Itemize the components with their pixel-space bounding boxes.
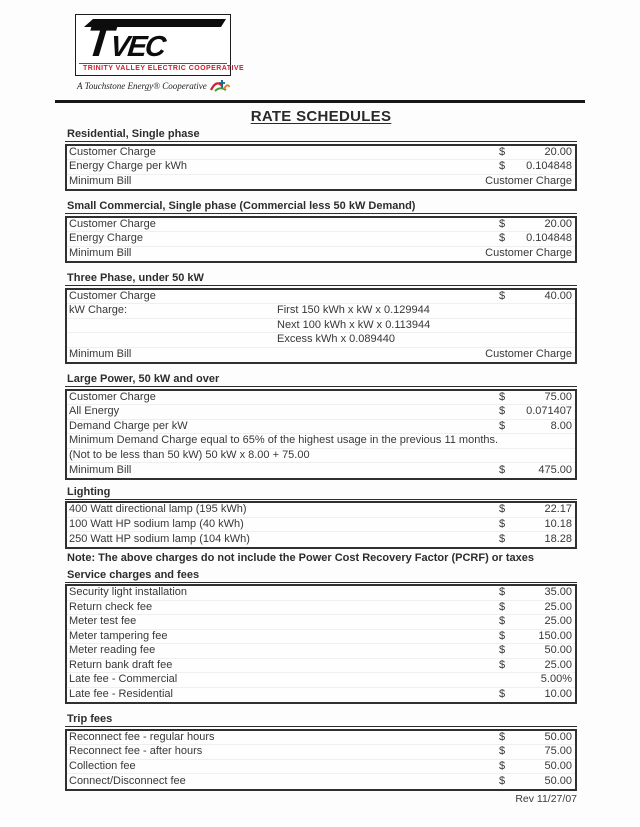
row-value: 0.104848 bbox=[526, 160, 572, 173]
rate-section bbox=[65, 487, 577, 564]
row-value: Customer Charge bbox=[485, 247, 572, 260]
currency-symbol: $ bbox=[499, 145, 506, 158]
rate-table bbox=[65, 501, 577, 549]
row-value: 0.071407 bbox=[526, 405, 572, 418]
currency-symbol: $ bbox=[499, 629, 506, 642]
currency-symbol: $ bbox=[499, 759, 506, 772]
content-area bbox=[65, 107, 577, 805]
row-label: Customer Charge bbox=[69, 390, 156, 403]
row-label: Minimum Bill bbox=[69, 247, 132, 260]
row-label: Customer Charge bbox=[69, 145, 156, 158]
rate-section bbox=[65, 570, 577, 705]
currency-symbol: $ bbox=[499, 419, 506, 432]
touchstone-tagline-text: A Touchstone Energy® Cooperative bbox=[77, 80, 207, 91]
row-value: 18.28 bbox=[544, 532, 572, 545]
row-value: 35.00 bbox=[544, 586, 572, 599]
table-row bbox=[67, 420, 575, 435]
currency-symbol: $ bbox=[499, 586, 506, 599]
row-label: 400 Watt directional lamp (195 kWh) bbox=[69, 503, 247, 516]
table-row bbox=[67, 333, 575, 348]
row-note: Minimum Demand Charge equal to 65% of the highest usage in the previous 11 months. bbox=[69, 434, 499, 447]
table-row bbox=[67, 673, 575, 688]
section-heading: Large Power, 50 kW and over bbox=[65, 374, 577, 387]
row-value: 8.00 bbox=[550, 419, 572, 432]
rate-table bbox=[65, 144, 577, 192]
row-value: 475.00 bbox=[538, 463, 572, 476]
touchstone-tagline bbox=[75, 79, 231, 92]
row-label: 100 Watt HP sodium lamp (40 kWh) bbox=[69, 517, 244, 530]
rate-sections bbox=[65, 129, 577, 791]
table-row bbox=[67, 503, 575, 518]
table-row bbox=[67, 319, 575, 334]
row-label: Energy Charge bbox=[69, 232, 143, 245]
table-row bbox=[67, 232, 575, 247]
currency-symbol: $ bbox=[499, 390, 506, 403]
row-label: kW Charge: bbox=[69, 304, 128, 317]
row-label: Security light installation bbox=[69, 586, 188, 599]
row-value: 25.00 bbox=[544, 615, 572, 628]
currency-symbol: $ bbox=[499, 232, 506, 245]
rate-section bbox=[65, 273, 577, 364]
row-label: Return check fee bbox=[69, 600, 153, 613]
currency-symbol: $ bbox=[499, 658, 506, 671]
table-row bbox=[67, 659, 575, 674]
row-label: Customer Charge bbox=[69, 289, 156, 302]
tvec-logo-box bbox=[75, 14, 245, 76]
currency-symbol: $ bbox=[499, 745, 506, 758]
currency-symbol: $ bbox=[499, 600, 506, 613]
row-value: Customer Charge bbox=[485, 175, 572, 188]
row-label: Late fee - Residential bbox=[69, 688, 173, 701]
currency-symbol: $ bbox=[499, 532, 506, 545]
rate-section bbox=[65, 374, 577, 480]
row-label: Meter reading fee bbox=[69, 644, 156, 657]
row-formula: First 150 kWh x kW x 0.129944 bbox=[277, 304, 430, 317]
row-value: 10.00 bbox=[544, 688, 572, 701]
section-heading: Small Commercial, Single phase (Commercial less 50 kW Demand) bbox=[65, 201, 577, 214]
table-row bbox=[67, 688, 575, 703]
row-label: Customer Charge bbox=[69, 217, 156, 230]
table-row bbox=[67, 601, 575, 616]
header-divider bbox=[55, 100, 585, 103]
currency-symbol: $ bbox=[499, 774, 506, 787]
row-label: Energy Charge per kWh bbox=[69, 160, 187, 173]
rate-table bbox=[65, 729, 577, 791]
table-row bbox=[67, 175, 575, 190]
currency-symbol: $ bbox=[499, 405, 506, 418]
currency-symbol: $ bbox=[499, 217, 506, 230]
section-heading: Lighting bbox=[65, 487, 577, 500]
rate-table bbox=[65, 389, 577, 480]
row-formula: Excess kWh x 0.089440 bbox=[277, 333, 396, 346]
table-row bbox=[67, 745, 575, 760]
table-row bbox=[67, 630, 575, 645]
touchstone-energy-icon bbox=[210, 79, 230, 92]
table-row bbox=[67, 532, 575, 547]
row-label: Reconnect fee - regular hours bbox=[69, 730, 215, 743]
row-value: 75.00 bbox=[544, 745, 572, 758]
rate-section bbox=[65, 129, 577, 191]
row-label: Meter test fee bbox=[69, 615, 137, 628]
table-row bbox=[67, 518, 575, 533]
row-formula: Next 100 kWh x kW x 0.113944 bbox=[277, 318, 431, 331]
row-value: 50.00 bbox=[544, 759, 572, 772]
rate-table bbox=[65, 288, 577, 365]
table-row bbox=[67, 760, 575, 775]
row-value: 25.00 bbox=[544, 600, 572, 613]
section-heading: Service charges and fees bbox=[65, 570, 577, 583]
row-label: Return bank draft fee bbox=[69, 658, 173, 671]
page-title: RATE SCHEDULES bbox=[250, 108, 392, 125]
row-label: Minimum Bill bbox=[69, 348, 132, 361]
table-row bbox=[67, 463, 575, 478]
cooperative-name: TRINITY VALLEY ELECTRIC COOPERATIVE bbox=[79, 63, 227, 73]
tvec-wordmark-vec: VEC bbox=[108, 31, 166, 63]
table-row bbox=[67, 449, 575, 464]
row-value: 5.00% bbox=[540, 673, 572, 686]
table-row bbox=[67, 146, 575, 161]
row-note: (Not to be less than 50 kW) 50 kW x 8.00 + 75.00 bbox=[69, 448, 310, 461]
table-row bbox=[67, 405, 575, 420]
row-value: 50.00 bbox=[544, 774, 572, 787]
table-row bbox=[67, 304, 575, 319]
currency-symbol: $ bbox=[499, 463, 506, 476]
row-value: 22.17 bbox=[544, 503, 572, 516]
row-label: Connect/Disconnect fee bbox=[69, 774, 186, 787]
pcrf-note: Note: The above charges do not include the Power Cost Recovery Factor (PCRF) or taxes bbox=[67, 551, 534, 564]
section-heading: Residential, Single phase bbox=[65, 129, 577, 142]
table-row bbox=[67, 391, 575, 406]
currency-symbol: $ bbox=[499, 730, 506, 743]
row-label: 250 Watt HP sodium lamp (104 kWh) bbox=[69, 532, 250, 545]
section-heading: Trip fees bbox=[65, 714, 577, 727]
row-label: Minimum Bill bbox=[69, 175, 132, 188]
row-label: Minimum Bill bbox=[69, 463, 132, 476]
table-row bbox=[67, 247, 575, 262]
row-label: Reconnect fee - after hours bbox=[69, 745, 203, 758]
table-row bbox=[67, 644, 575, 659]
table-row bbox=[67, 348, 575, 363]
currency-symbol: $ bbox=[499, 289, 506, 302]
row-value: 10.18 bbox=[544, 517, 572, 530]
rate-section bbox=[65, 714, 577, 791]
rate-section bbox=[65, 201, 577, 263]
rate-table bbox=[65, 216, 577, 264]
currency-symbol: $ bbox=[499, 160, 506, 173]
row-value: 50.00 bbox=[544, 644, 572, 657]
table-row bbox=[67, 586, 575, 601]
row-label: Demand Charge per kW bbox=[69, 419, 188, 432]
row-value: 25.00 bbox=[544, 658, 572, 671]
row-value: Customer Charge bbox=[485, 348, 572, 361]
row-label: All Energy bbox=[69, 405, 120, 418]
currency-symbol: $ bbox=[499, 644, 506, 657]
rate-table bbox=[65, 584, 577, 704]
table-row bbox=[67, 615, 575, 630]
revision-date: Rev 11/27/07 bbox=[515, 793, 577, 805]
currency-symbol: $ bbox=[499, 503, 506, 516]
row-label: Meter tampering fee bbox=[69, 629, 168, 642]
row-label: Late fee - Commercial bbox=[69, 673, 178, 686]
table-row bbox=[67, 731, 575, 746]
currency-symbol: $ bbox=[499, 517, 506, 530]
row-label: Collection fee bbox=[69, 759, 136, 772]
tvec-logo bbox=[75, 14, 245, 92]
currency-symbol: $ bbox=[499, 688, 506, 701]
tvec-wordmark-t: T bbox=[83, 17, 114, 66]
table-row bbox=[67, 434, 575, 449]
row-value: 40.00 bbox=[544, 289, 572, 302]
row-value: 0.104848 bbox=[526, 232, 572, 245]
row-value: 50.00 bbox=[544, 730, 572, 743]
table-row bbox=[67, 290, 575, 305]
row-value: 150.00 bbox=[538, 629, 572, 642]
row-value: 20.00 bbox=[544, 217, 572, 230]
table-row bbox=[67, 160, 575, 175]
table-row bbox=[67, 218, 575, 233]
currency-symbol: $ bbox=[499, 615, 506, 628]
tvec-wordmark bbox=[77, 17, 229, 66]
row-value: 20.00 bbox=[544, 145, 572, 158]
table-row bbox=[67, 774, 575, 789]
row-value: 75.00 bbox=[544, 390, 572, 403]
section-heading: Three Phase, under 50 kW bbox=[65, 273, 577, 286]
